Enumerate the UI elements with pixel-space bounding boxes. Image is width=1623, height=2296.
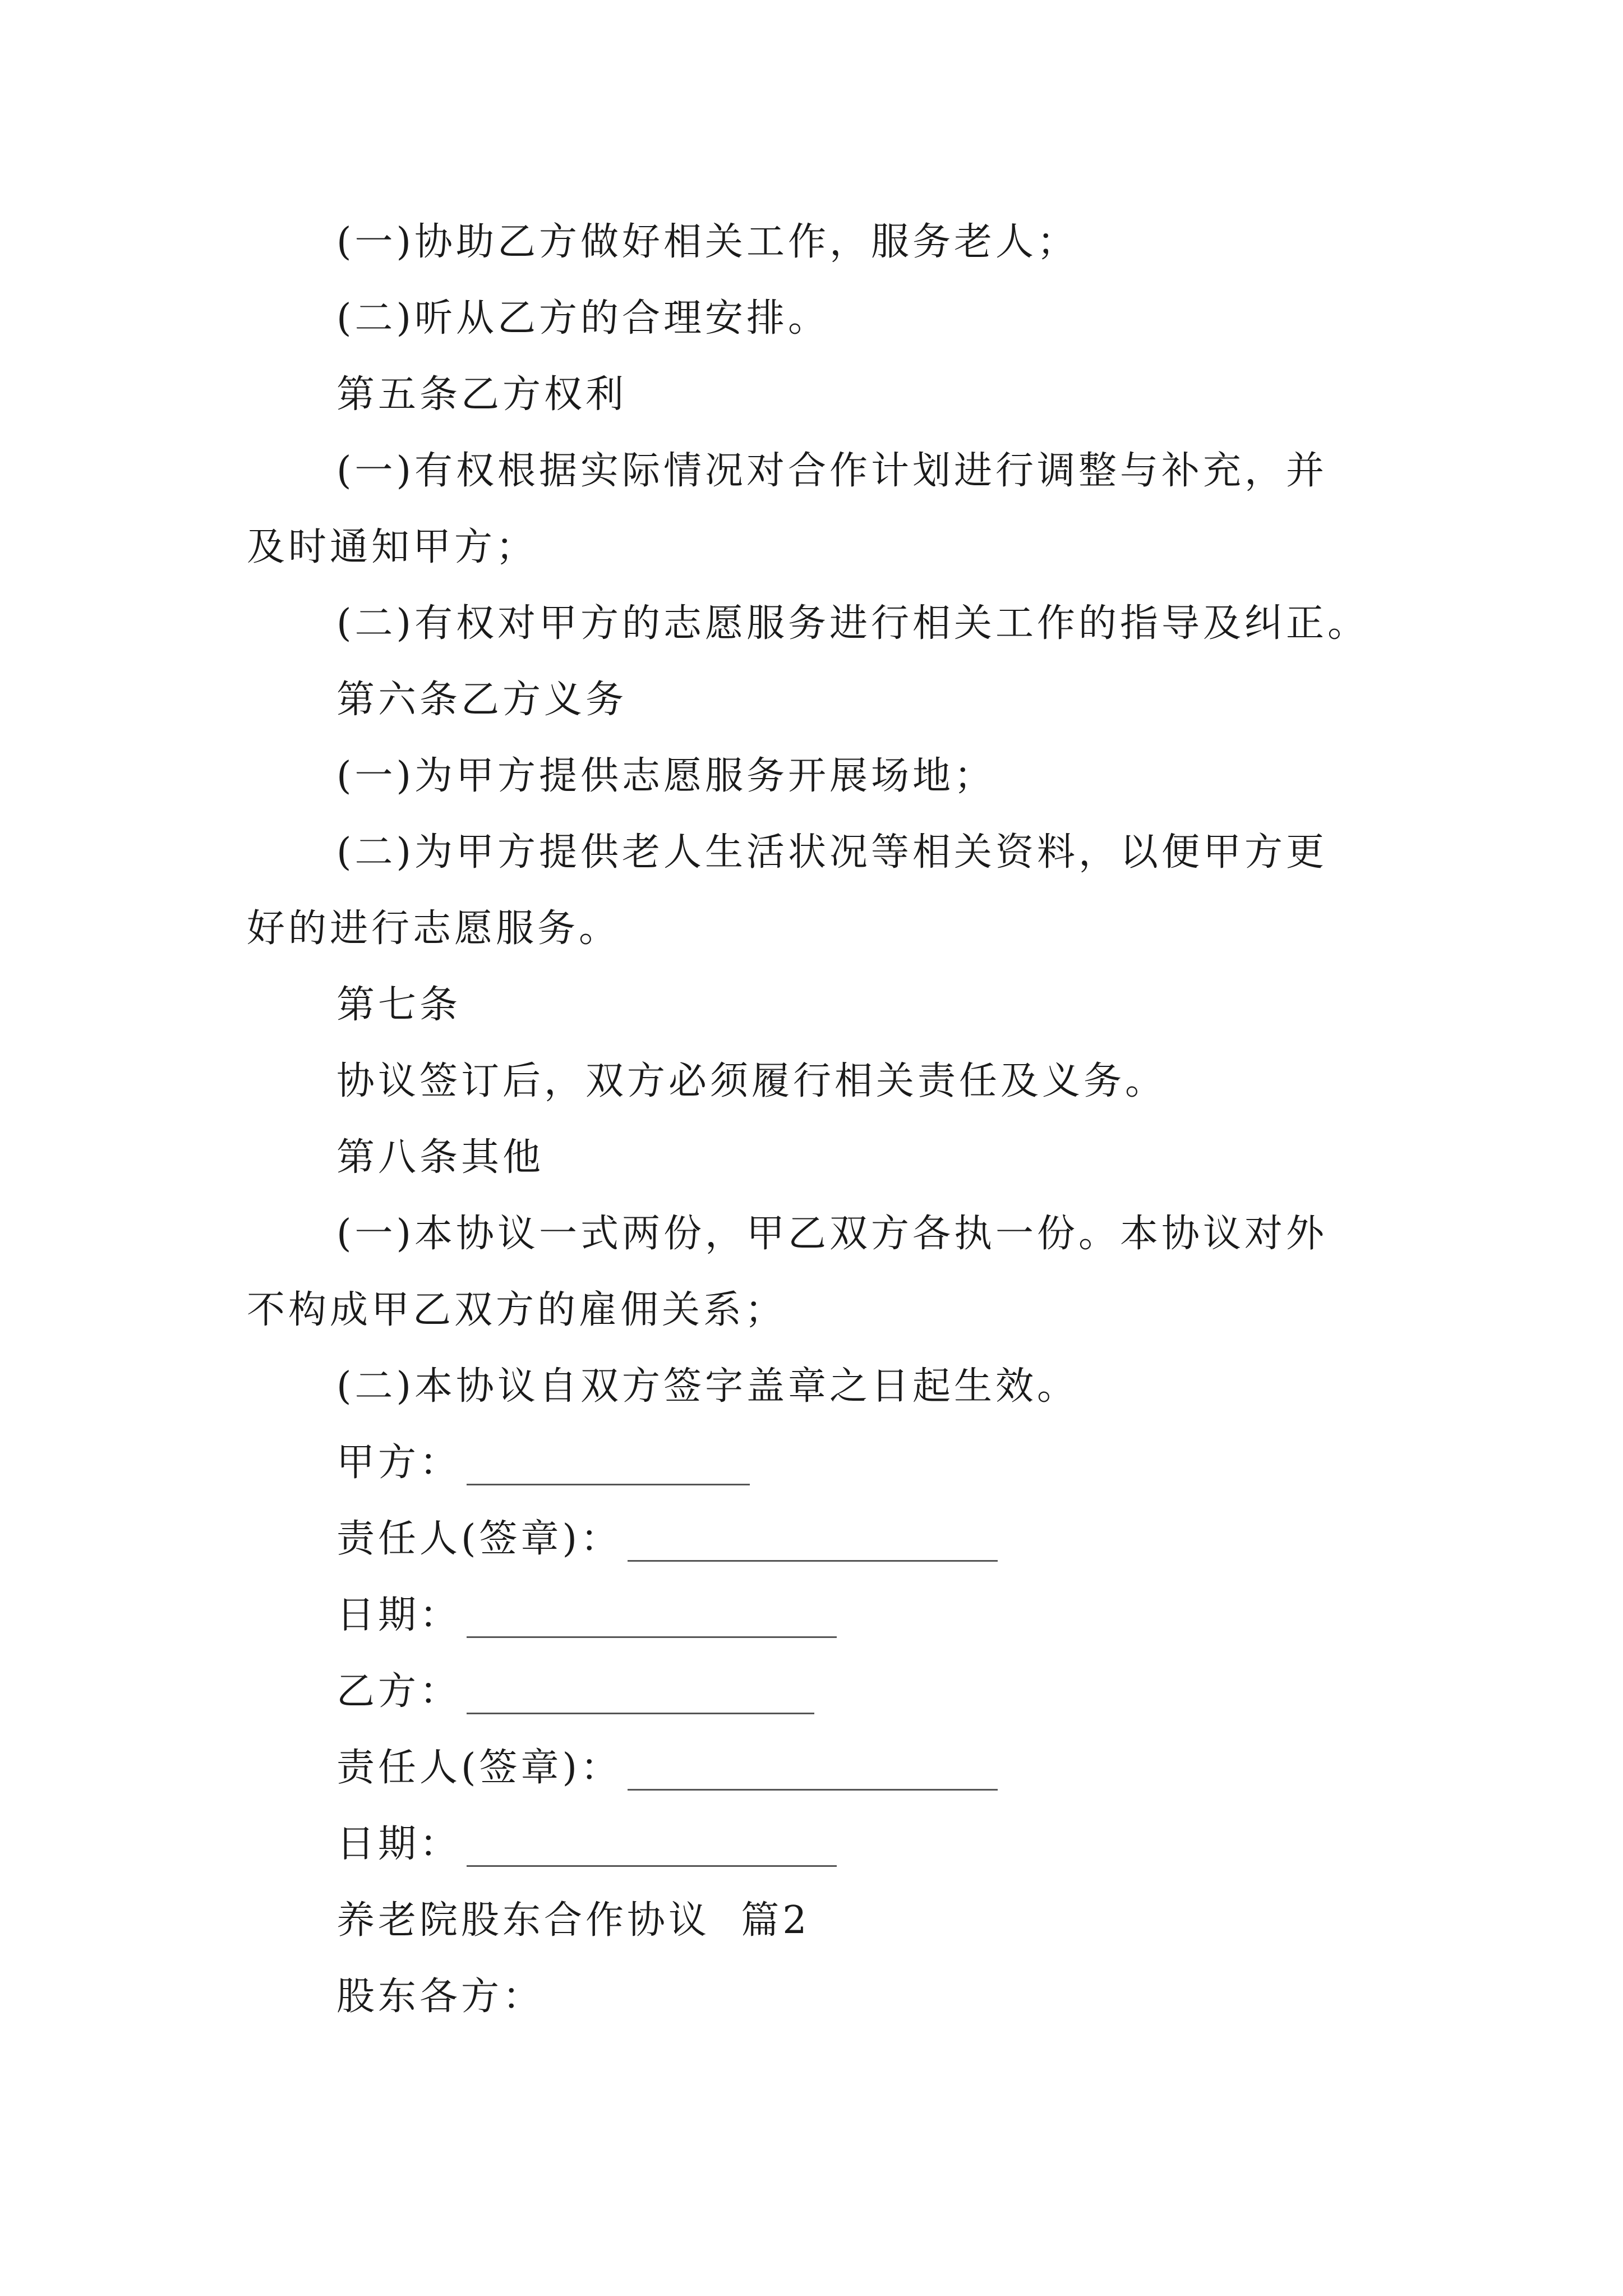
party-b-date-blank[interactable] [467,1832,837,1867]
article-6-heading: 第六条乙方义务 [336,678,628,722]
clause-8-item-1: (一)本协议一式两份，甲乙双方各执一份。本协议对外 [336,1212,1328,1256]
party-a-date-blank[interactable] [467,1603,837,1638]
article-5-heading: 第五条乙方权利 [336,372,628,417]
clause-4-item-2: (二)听从乙方的合理安排。 [336,296,830,341]
party-a-date-label: 日期： [336,1593,462,1637]
party-b-responsible-row [336,1746,998,1791]
party-a-row [336,1441,750,1485]
article-8-heading: 第八条其他 [336,1135,545,1180]
clause-4-item-1: (一)协助乙方做好相关工作，服务老人； [336,220,1079,264]
party-a-date-row [336,1593,837,1638]
party-b-blank[interactable] [467,1679,814,1714]
party-b-responsible-label: 责任人(签章)： [336,1746,623,1790]
party-b-responsible-blank[interactable] [628,1755,998,1791]
party-a-label: 甲方： [336,1441,462,1485]
party-b-date-row [336,1822,837,1867]
party-b-label: 乙方： [336,1669,462,1714]
party-b-row [336,1669,814,1714]
party-b-date-label: 日期： [336,1822,462,1866]
clause-7-text: 协议签订后，双方必须履行相关责任及义务。 [336,1059,1167,1103]
clause-5-item-1-cont: 及时通知甲方； [247,525,538,569]
clause-5-item-1: (一)有权根据实际情况对合作计划进行调整与补充，并 [336,449,1328,493]
clause-6-item-1: (一)为甲方提供志愿服务开展场地； [336,754,996,798]
clause-6-item-2-cont: 好的进行志愿服务。 [247,907,621,951]
party-a-responsible-row [336,1517,998,1562]
clause-5-item-2: (二)有权对甲方的志愿服务进行相关工作的指导及纠正。 [336,601,1370,646]
article-7-heading: 第七条 [336,983,462,1027]
clause-6-item-2: (二)为甲方提供老人生活状况等相关资料，以便甲方更 [336,830,1328,875]
party-a-blank[interactable] [467,1450,750,1485]
party-a-responsible-blank[interactable] [628,1526,998,1562]
section-2-title: 养老院股东合作协议 篇2 [336,1898,810,1943]
clause-8-item-1-cont: 不构成甲乙双方的雇佣关系； [247,1288,787,1332]
shareholders-label: 股东各方： [336,1975,545,2019]
clause-8-item-2: (二)本协议自双方签字盖章之日起生效。 [336,1364,1079,1409]
party-a-responsible-label: 责任人(签章)： [336,1517,623,1561]
